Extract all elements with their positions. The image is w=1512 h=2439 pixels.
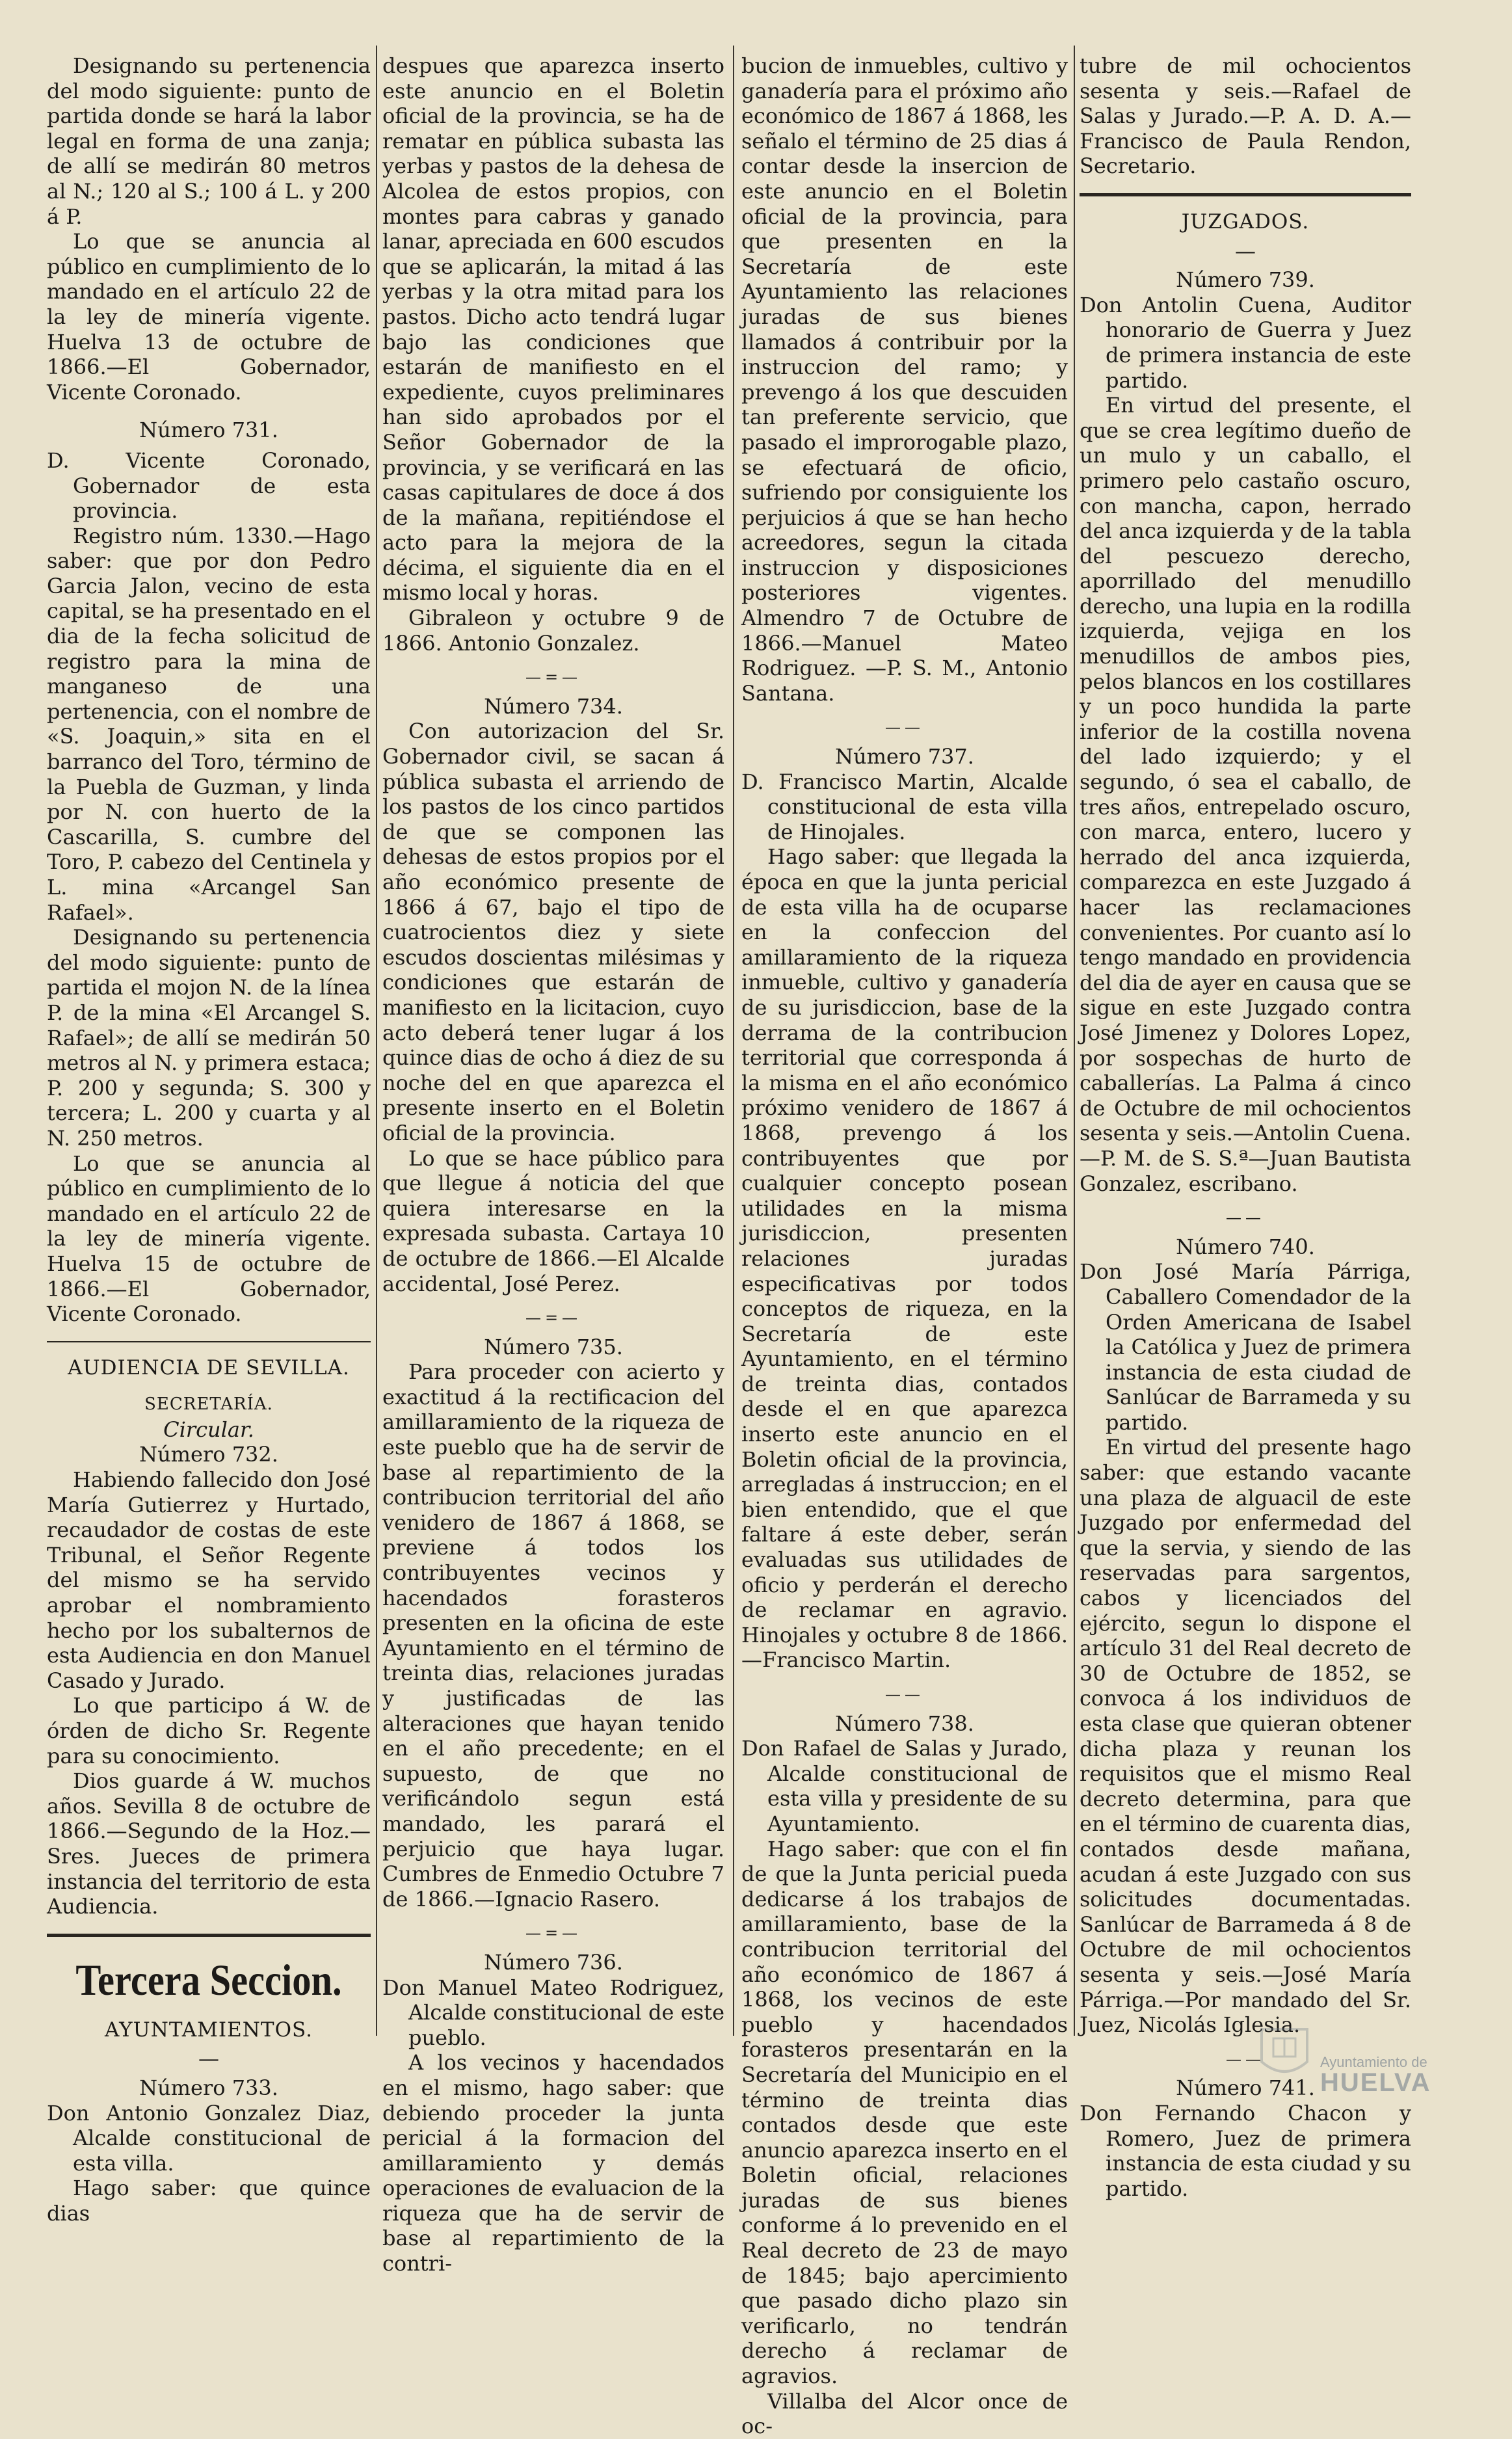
section-banner: Tercera Seccion. — [75, 1954, 342, 2005]
paragraph: En virtud del presente, el que se crea legítimo dueño de un mulo y un caballo, el primero pelo castaño oscuro, con mancha, capon, herrado del anca izquierda y de la tabla del pescuezo derecho, aporrillado del menudillo derecho, una lupia en la rodilla izquierda, vejiga en los menudillos de ambos pies, pelos blancos en los costillares y un poco hundida la parte inferior de la costilla novena del lado izquierdo; y el segundo, ó sea el caballo, de tres años, entrepelado oscuro, con marca, entero, lucero y herrado del anca izquierda, comparezca en este Juzgado á hacer las reclamaciones convenientes. Por cuanto así lo tengo mandado en providencia del dia de ayer en causa que se sigue en este Juzgado contra José Jimenez y Dolores Lopez, por sospechas de hurto de caballerías. La Palma á cinco de Octubre de mil ochocientos sesenta y seis.—Antolin Cuena.—P. M. de S. S.ª—Juan Bautista Gonzalez, escribano. — [1080, 393, 1411, 1196]
section-divider-thick — [47, 1934, 371, 1937]
notice-heading: D. Vicente Coronado, Gobernador de esta provincia. — [47, 447, 371, 524]
paragraph: Para proceder con acierto y exactitud á la rectificacion del amillaramiento de la riqueza de este pueblo que ha de servir de base al repartimiento de la contribucion territorial del año venidero de 1867 á 1868, se previene á todos los contribuyentes vecinos y hacendados forasteros presenten en la oficina de este Ayuntamiento en el término de treinta dias, relaciones juradas y justificadas de las alteraciones que hayan tenido en el año precedente; en el supuesto, de que no verificándolo segun está mandado, les parará el perjuicio que haya lugar. Cumbres de Enmedio Octubre 7 de 1866.—Ignacio Rasero. — [382, 1359, 724, 1912]
section-title: JUZGADOS. — [1181, 209, 1310, 233]
notice-heading: Don Antonio Gonzalez Diaz, Alcalde constitucional de esta villa. — [47, 2100, 371, 2176]
subsection-subtitle: Circular. — [163, 1417, 254, 1442]
separator: —=— — [525, 1309, 582, 1327]
notice-number: Número 732. — [139, 1442, 278, 1467]
separator: —=— — [525, 1924, 582, 1943]
paragraph: A los vecinos y hacendados en el mismo, hago saber: que debiendo proceder la junta pericial á la formacion del amillaramiento y demás operaciones de evaluacion de la riqueza que ha de servir de base al repartimiento de la contri- — [382, 2050, 724, 2276]
paragraph: Hago saber: que quince dias — [47, 2176, 371, 2226]
watermark-line-2: HUELVA — [1320, 2068, 1431, 2097]
notice-number: Número 740. — [1176, 1234, 1315, 1259]
notice-number: Número 736. — [484, 1949, 623, 1975]
dash-separator: — — [198, 2046, 219, 2072]
separator: —— — [885, 1685, 924, 1703]
section-divider — [47, 1341, 371, 1342]
column-divider — [376, 46, 377, 2036]
notice-number: Número 738. — [835, 1711, 974, 1736]
notice-heading: Don Rafael de Salas y Jurado, Alcalde constitucional de esta villa y presidente de su Ayuntamiento. — [741, 1736, 1068, 1836]
paragraph: tubre de mil ochocientos sesenta y seis.—Rafael de Salas y Jurado.—P. A. D. A.—Francisco de Paula Rendon, Secretario. — [1080, 53, 1411, 179]
paragraph: bucion de inmuebles, cultivo y ganadería para el próximo año económico de 1867 á 1868, les señalo el término de 25 dias á contar desde la insercion de este anuncio en el Boletin oficial de la provincia, para que presenten en la Secretaría de este Ayuntamiento las relaciones juradas de sus bienes llamados á contribuir por la instruccion del ramo; y prevengo á los que descuiden tan preferente servicio, que pasado el improrogable plazo, se efectuará de oficio, sufriendo por consiguiente los perjuicios á que se han hecho acreedores, segun la citada instruccion y disposiciones posteriores vigentes. Almendro 7 de Octubre de 1866.—Manuel Mateo Rodriguez. —P. S. M., Antonio Santana. — [741, 53, 1068, 706]
paragraph: Lo que se hace público para que llegue á noticia del que quiera interesarse en la expresada subasta. Cartaya 10 de octubre de 1866.—El Alcalde accidental, José Perez. — [382, 1145, 724, 1296]
notice-heading: Don Antolin Cuena, Auditor honorario de Guerra y Juez de primera instancia de este partido. — [1080, 292, 1411, 393]
column-divider — [1074, 46, 1075, 2036]
paragraph: Designando su pertenencia del modo siguiente: punto de partida el mojon N. de la línea P. de la mina «El Arcangel S. Rafael»; de allí se medirán 50 metros al N. y primera estaca; P. 200 y segunda; S. 300 y tercera; L. 200 y cuarta y al N. 250 metros. — [47, 925, 371, 1151]
column-divider — [733, 46, 734, 2036]
section-divider-thick — [1080, 193, 1411, 196]
notice-number: Número 735. — [484, 1334, 623, 1359]
notice-number: Número 737. — [835, 744, 974, 769]
notice-heading: Don Manuel Mateo Rodriguez, Alcalde constitucional de este pueblo. — [382, 1975, 724, 2050]
dash-separator: — — [1235, 238, 1256, 263]
paragraph: Lo que se anuncia al público en cumplimiento de lo mandado en el artículo 22 de la ley de minería vigente. Huelva 13 de octubre de 1866.—El Gobernador, Vicente Coronado. — [47, 229, 371, 405]
notice-number: Número 731. — [139, 418, 278, 443]
paragraph: Hago saber: que llegada la época en que la junta pericial de esta villa ha de ocuparse en la confeccion del amillaramiento de la riqueza inmueble, cultivo y ganadería de su jurisdiccion, base de la derrama de la contribucion territorial que corresponda á la misma en el año económico próximo venidero de 1867 á 1868, prevengo á los contribuyentes que por cualquier concepto posean utilidades en la misma jurisdiccion, presenten relaciones juradas especificativas por todos conceptos de riqueza, en la Secretaría de este Ayuntamiento, en el término de treinta dias, contados desde el en que aparezca inserto este anuncio en el Boletin oficial de la provincia, arregladas á instruccion; en el bien entendido, que el que faltare á este deber, serán evaluadas sus utilidades de oficio y perderán el derecho de reclamar en agravio. Hinojales y octubre 8 de 1866.—Francisco Martin. — [741, 844, 1068, 1673]
paragraph: despues que aparezca inserto este anuncio en el Boletin oficial de la provincia, se ha de rematar en pública subasta las yerbas y pastos de la dehesa de Alcolea de estos propios, con montes para cabras y ganado lanar, apreciada en 600 escudos que se aplicarán, la mitad á las yerbas y la otra mitad para los pastos. Dicho acto tendrá lugar bajo las condiciones que estarán de manifiesto en el expediente, cuyos preliminares han sido aprobados por el Señor Gobernador de la provincia, y se verificará en las casas capitulares de doce á dos de la mañana, repitiéndose el acto para la mejora de la décima, el siguiente dia en el mismo local y horas. — [382, 53, 724, 606]
section-title: AUDIENCIA DE SEVILLA. — [68, 1355, 350, 1379]
separator: —— — [885, 718, 924, 737]
column-2 — [382, 53, 724, 2276]
paragraph: Registro núm. 1330.—Hago saber: que por don Pedro Garcia Jalon, vecino de esta capital, se ha presentado en el dia de la fecha solicitud de registro para la mina de manganeso de una pertenencia, con el nombre de «S. Joaquin,» sita en el barranco del Toro, término de la Puebla de Guzman, y linda por N. con huerto de la Cascarilla, S. cumbre del Toro, P. cabezo del Centinela y L. mina «Arcangel San Rafael». — [47, 523, 371, 925]
paragraph: Dios guarde á W. muchos años. Sevilla 8 de octubre de 1866.—Segundo de la Hoz.—Sres. Jueces de primera instancia del territorio de esta Audiencia. — [47, 1768, 371, 1919]
separator: —— — [1226, 2049, 1265, 2068]
paragraph: En virtud del presente hago saber: que estando vacante una plaza de alguacil de este Juzgado por enfermedad del que la servia, y siendo de las reservadas para sargentos, cabos y licenciados del ejército, segun lo dispone el artículo 31 del Real decreto de 30 de Octubre de 1852, se convoca á los individuos de esta clase que quieran obtener dicha plaza y reunan los requisitos que el mismo Real decreto determina, para que en el término de cuarenta dias, contados desde mañana, acudan á este Juzgado con sus solicitudes documentadas. Sanlúcar de Barrameda á 8 de Octubre de mil ochocientos sesenta y seis.—José María Párriga.—Por mandado del Sr. Juez, Nicolás Iglesia. — [1080, 1435, 1411, 2038]
notice-number: Número 741. — [1176, 2075, 1315, 2101]
paragraph: Villalba del Alcor once de oc- — [741, 2388, 1068, 2439]
notice-heading: Don Fernando Chacon y Romero, Juez de primera instancia de esta ciudad y su partido. — [1080, 2100, 1411, 2201]
watermark-line-1: Ayuntamiento de — [1320, 2054, 1427, 2070]
notice-number: Número 739. — [1176, 267, 1315, 293]
separator: —— — [1226, 1208, 1265, 1227]
column-1 — [47, 53, 371, 2226]
notice-heading: Don José María Párriga, Caballero Comendador de la Orden Americana de Isabel la Católica y Juez de primera instancia de esta ciudad de Sanlúcar de Barrameda y su partido. — [1080, 1259, 1411, 1435]
notice-heading: D. Francisco Martin, Alcalde constitucional de esta villa de Hinojales. — [741, 769, 1068, 844]
paragraph: Lo que se anuncia al público en cumplimiento de lo mandado en el artículo 22 de la ley de minería vigente. Huelva 15 de octubre de 1866.—El Gobernador, Vicente Coronado. — [47, 1151, 371, 1327]
column-3 — [741, 53, 1068, 2439]
notice-number: Número 734. — [484, 693, 623, 719]
subsection-title: SECRETARÍA. — [144, 1394, 273, 1415]
paragraph: Hago saber: que con el fin de que la Junta pericial pueda dedicarse á los trabajos de amillaramiento, base de la contribucion territorial del año económico de 1867 á 1868, los vecinos de este pueblo y hacendados forasteros presentarán en la Secretaría del Municipio en el término de treinta dias contados desde que este anuncio aparezca inserto en el Boletin oficial, relaciones juradas de sus bienes conforme á lo prevenido en el Real decreto de 23 de mayo de 1845; bajo apercimiento que pasado dicho plazo sin verificarlo, no tendrán derecho á reclamar de agravios. — [741, 1836, 1068, 2389]
paragraph: Designando su pertenencia del modo siguiente: punto de partida donde se hará la labor legal en forma de una zanja; de allí se medirán 80 metros al N.; 120 al S.; 100 á L. y 200 á P. — [47, 53, 371, 229]
paragraph: Habiendo fallecido don José María Gutierrez y Hurtado, recaudador de costas de este Tribunal, el Señor Regente del mismo se ha servido aprobar el nombramiento hecho por los subalternos de esta Audiencia en don Manuel Casado y Jurado. — [47, 1467, 371, 1693]
paragraph: Con autorizacion del Sr. Gobernador civil, se sacan á pública subasta el arriendo de los pastos de los cinco partidos de que se componen las dehesas de estos propios por el año económico presente de 1866 á 67, bajo el tipo de cuatrocientos diez y siete escudos doscientas milésimas y condiciones que estarán de manifiesto en la licitacion, cuyo acto deberá tener lugar á los quince dias de ocho á diez de su noche del en que aparezca el presente inserto en el Boletin oficial de la provincia. — [382, 719, 724, 1145]
notice-number: Número 733. — [139, 2075, 278, 2100]
section-title: AYUNTAMIENTOS. — [104, 2018, 313, 2042]
separator: —=— — [525, 668, 582, 687]
paragraph: Gibraleon y octubre 9 de 1866. Antonio Gonzalez. — [382, 606, 724, 656]
paragraph: Lo que participo á W. de órden de dicho Sr. Regente para su conocimiento. — [47, 1693, 371, 1768]
